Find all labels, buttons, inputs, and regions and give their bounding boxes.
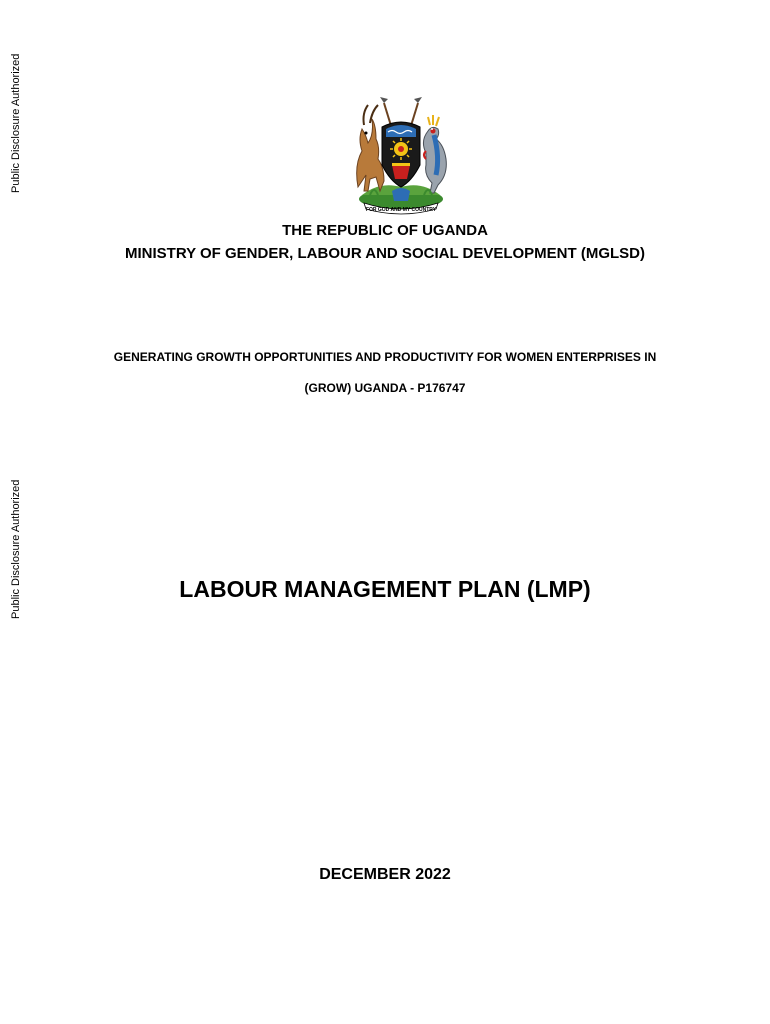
public-disclosure-watermark-top: Public Disclosure Authorized (10, 53, 22, 193)
public-disclosure-watermark-middle: Public Disclosure Authorized (10, 479, 22, 619)
project-title-line2: (GROW) UGANDA - P176747 (304, 381, 466, 395)
uganda-coat-of-arms-icon (340, 95, 462, 217)
document-date: DECEMBER 2022 (319, 866, 451, 883)
document-title: LABOUR MANAGEMENT PLAN (LMP) (179, 576, 591, 602)
project-title-line1: GENERATING GROWTH OPPORTUNITIES AND PRODUCTIVITY FOR WOMEN ENTERPRISES IN (113, 350, 657, 364)
crest-motto: FOR GOD AND MY COUNTRY (365, 207, 437, 213)
ministry-heading: MINISTRY OF GENDER, LABOUR AND SOCIAL DEVELOPMENT (MGLSD) (124, 245, 645, 262)
republic-heading: THE REPUBLIC OF UGANDA (282, 222, 488, 239)
